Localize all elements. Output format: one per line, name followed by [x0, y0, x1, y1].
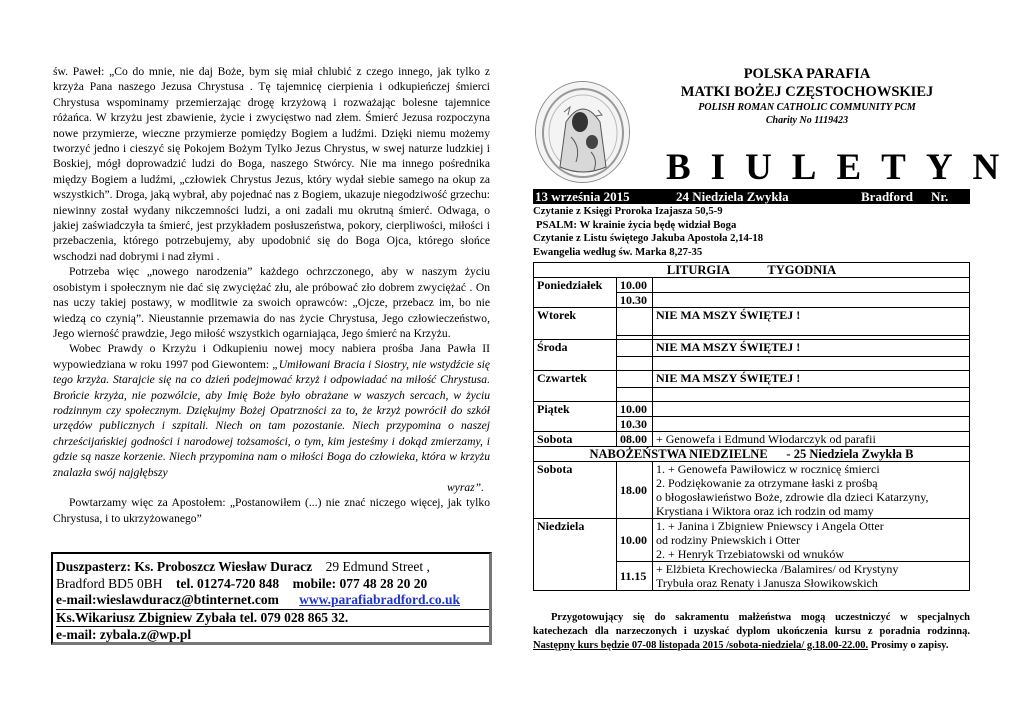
table-row: [534, 432, 970, 447]
intention: [653, 388, 970, 402]
parish-line-2: MATKI BOŻEJ CZĘSTOCHOWSKIEJ: [680, 84, 934, 100]
reading-2: Czytanie z Listu świętego Jakuba Apostoła 2,14-18: [533, 232, 764, 244]
mass-time: 10.00: [617, 519, 653, 562]
postcode: Bradford BD5 0BH: [56, 575, 163, 591]
intention: [653, 417, 970, 432]
table-header: [534, 447, 970, 462]
contact-box: [51, 552, 492, 645]
bulletin-title: BIULETYN: [666, 147, 1020, 188]
mass-time: 10.30: [617, 293, 653, 308]
day-label: Sobota: [534, 462, 617, 519]
vicar-email-link[interactable]: e-mail: zybala.z@wp.pl: [56, 627, 192, 643]
mass-time: [617, 308, 653, 336]
paragraph-text: Wobec Prawdy o Krzyżu i Odkupieniu nowej mocy nabiera prośba Jana Pawła II wypowiedziana w roku 1997 pod Giewontem:: [53, 342, 490, 371]
day-label: Niedziela: [534, 519, 617, 591]
madonna-drawing: [536, 82, 630, 183]
liturgy-table: [533, 262, 970, 591]
paragraph: Powtarzamy więc za Apostołem: „Postanowiłem (...) nie znać niczego więcej, jak tylko Chrystusa, i to ukrzyżowanego”: [53, 496, 490, 525]
community-name: POLISH ROMAN CATHOLIC COMMUNITY PCM: [698, 102, 916, 113]
table-row: [534, 340, 970, 357]
intention: + Genowefa i Edmund Włodarczyk od parafii: [653, 432, 970, 447]
intention: [653, 357, 970, 371]
next-course-date: Następny kurs będzie 07-08 listopada 2015 /sobota-niedziela/ g.18.00-22.00.: [533, 640, 869, 651]
mass-time: 10.00: [617, 402, 653, 417]
date-band: [533, 189, 970, 204]
website-link[interactable]: www.parafiabradford.co.uk: [299, 592, 461, 608]
mass-time: [617, 357, 653, 371]
charity-number: Charity No 1119423: [765, 115, 849, 126]
vicar-line: Ks.Wikariusz Zbigniew Zybała tel. 079 028 865 32.: [56, 609, 489, 628]
table-row: [534, 278, 970, 293]
mass-time: [617, 371, 653, 388]
table-row: [534, 371, 970, 388]
sunday-services-heading: NABOŻEŃSTWA NIEDZIELNE - 25 Niedziela Zwykła B: [534, 447, 970, 462]
day-label: Sobota: [534, 432, 617, 447]
parish-line-1: POLSKA PARAFIA: [743, 66, 871, 82]
mass-time: [617, 388, 653, 402]
quote-end: wyraz”.: [446, 480, 484, 494]
intention: 1. + Genowefa Pawiłowicz w rocznicę śmierci 2. Podziękowanie za otrzymane łaski z prośbą o błogosławieństwo Boże, zdrowie dla dzieci Katarzyny, Krystiana i Wiktora oraz ich rodzin od mamy: [653, 462, 970, 519]
day-label: Wtorek: [534, 308, 617, 340]
table-row: [534, 519, 970, 562]
intention: [653, 293, 970, 308]
intention: NIE MA MSZY ŚWIĘTEJ !: [653, 371, 970, 388]
mobile: mobile: 077 48 28 20 20: [292, 575, 428, 591]
paragraph: św. Paweł: „Co do mnie, nie daj Boże, bym się miał chlubić z czego innego, jak tylko z krzyża Pana naszego Jezusa Chrystusa . Tę tajemnicę cierpienia i odkupieńczej śmierci Chrystusa wspominamy przemierzając drogę krzyżową i rozważając bolesne tajemnice różańca. W krzyżu jest zbawienie, życie i zwycięstwo nad złem. Śmierć Jezusa rozpoczyna nowe przymierze, wieczne przymierze pomiędzy Bogiem a ludźmi. Dzięki niemu możemy tworzyć jedno i cieszyć się Pokojem Bożym Tylko Jezus Chrystus, w swej naturze ludzkiej i Boskiej, mógł doprowadzić ludzi do Boga, naszego Stwórcy. Nie ma innego pośrednika między Bogiem a ludźmi, „człowiek Chrystus Jezus, który wydał siebie samego na okup za wszystkich”. Droga, jaką wybrał, aby pojednać nas z Bogiem, ukazuje niegodziwość grzechu: niewinny został wydany nikczemności ludzi, a oni zadali mu okrutną śmierć. Odwaga, o jakiej zaświadczyła ta śmierć, jest przykładem posłuszeństwa, pokory, cierpliwości, miłości i przebaczenia, którego potrzebujemy, aby upodobnić się do Boga Ojca, którego słońce wschodzi nad dobrymi i nad złymi .: [53, 65, 490, 263]
mass-time: 10.00: [617, 278, 653, 293]
day-label: Czwartek: [534, 371, 617, 402]
table-row: [534, 402, 970, 417]
contact-line: [56, 559, 489, 576]
quote-text: „Umiłowani Bracia i Siostry, nie wstydźcie się tego krzyża. Starajcie się na co dzień podejmować krzyż i odpowiadać na miłość Chrystusa. Brońcie krzyża, nie pozwólcie, aby Imię Boże było obrażane w waszych sercach, w życiu rodzinnym czy społecznym. Dziękujmy Bożej Opatrzności za to, że krzyż powrócił do szkół urzędów publicznych i szpitali. Niech on tam pozostanie. Niech przypomina o naszej chrześcijańskiej godności i narodowej tożsamości, o tym, kim jesteśmy i dokąd zmierzamy, i gdzie są nasze korzenie. Niech przypomina nam o miłości Boga do człowieka, która w krzyżu znalazła swój najgłębszy: [53, 357, 491, 479]
reading-1: Czytanie z Księgi Proroka Izajasza 50,5-9: [533, 205, 723, 217]
intention: [653, 278, 970, 293]
intention: NIE MA MSZY ŚWIĘTEJ !: [653, 308, 970, 336]
city: Bradford: [861, 189, 913, 204]
table-row: [534, 308, 970, 336]
mass-time: 11.15: [617, 562, 653, 591]
day-label: Piątek: [534, 402, 617, 432]
sunday-name: 24 Niedziela Zwykła: [676, 189, 789, 204]
intention: NIE MA MSZY ŚWIĘTEJ !: [653, 340, 970, 357]
table-header: [534, 263, 970, 278]
intention: 1. + Janina i Zbigniew Pniewscy i Angela Otter od rodziny Pniewskich i Otter 2. + Henryk Trzebiatowski od wnuków: [653, 519, 970, 562]
parish-header: [632, 66, 982, 127]
paragraph: Potrzeba więc „nowego narodzenia” każdego ochrzczonego, aby w naszym życiu osobistym i społecznym nie dać się zwyciężać złu, ale próbować zło dobrem zwyciężać . On nas uczy takiej postawy, w modlitwie za swoich oprawców: „Ojcze, przebacz im, bo nie wiedzą co czynią”. Nieustannie przemawia do nas życie Chrystusa, Jego człowieczeństwo, Jego wierność prawdzie, Jego miłość wszystkich ogarniająca, Jego śmierć na Krzyżu.: [53, 265, 490, 340]
article-text: [53, 64, 490, 526]
intention: [653, 402, 970, 417]
pastor-name: Duszpasterz: Ks. Proboszcz Wiesław Duracz: [56, 559, 313, 574]
gospel: Ewangelia według św. Marka 8,27-35: [533, 245, 703, 258]
day-label: Poniedziałek: [534, 278, 617, 308]
intention: + Elżbieta Krechowiecka /Balamires/ od Krystyny Trybuła oraz Renaty i Janusza Słowikowskich: [653, 562, 970, 591]
madonna-icon: [535, 81, 630, 183]
paragraph: [53, 341, 490, 495]
table-row: [534, 462, 970, 519]
bulletin-date: 13 września 2015: [535, 189, 630, 204]
psalm: PSALM: W krainie życia będę widział Boga: [536, 218, 737, 231]
contact-line: [56, 576, 489, 593]
phone: tel. 01274-720 848: [176, 575, 280, 591]
mass-time: [617, 340, 653, 357]
email-link[interactable]: e-mail:wieslawduracz@btinternet.com: [56, 592, 279, 608]
day-label: Środa: [534, 340, 617, 371]
mass-time: 08.00: [617, 432, 653, 447]
readings: [533, 205, 970, 259]
marriage-course-note: Przygotowujący się do sakramentu małżeństwa mogą uczestniczyć w specjalnych katechezach dla narzeczonych i uzyskać dyplom ukończenia kursu z poradnia rodzinną. Następny kurs będzie 07-08 listopada 2015 /sobota-niedziela/ g.18.00-22.00. Prosimy o zapisy.: [533, 612, 970, 651]
mass-time: 10.30: [617, 417, 653, 432]
issue-number: Nr.: [931, 189, 949, 204]
street-address: 29 Edmund Street ,: [325, 559, 430, 574]
liturgy-heading: LITURGIA TYGODNIA: [534, 263, 970, 278]
mass-time: 18.00: [617, 462, 653, 519]
contact-line: [56, 592, 489, 609]
